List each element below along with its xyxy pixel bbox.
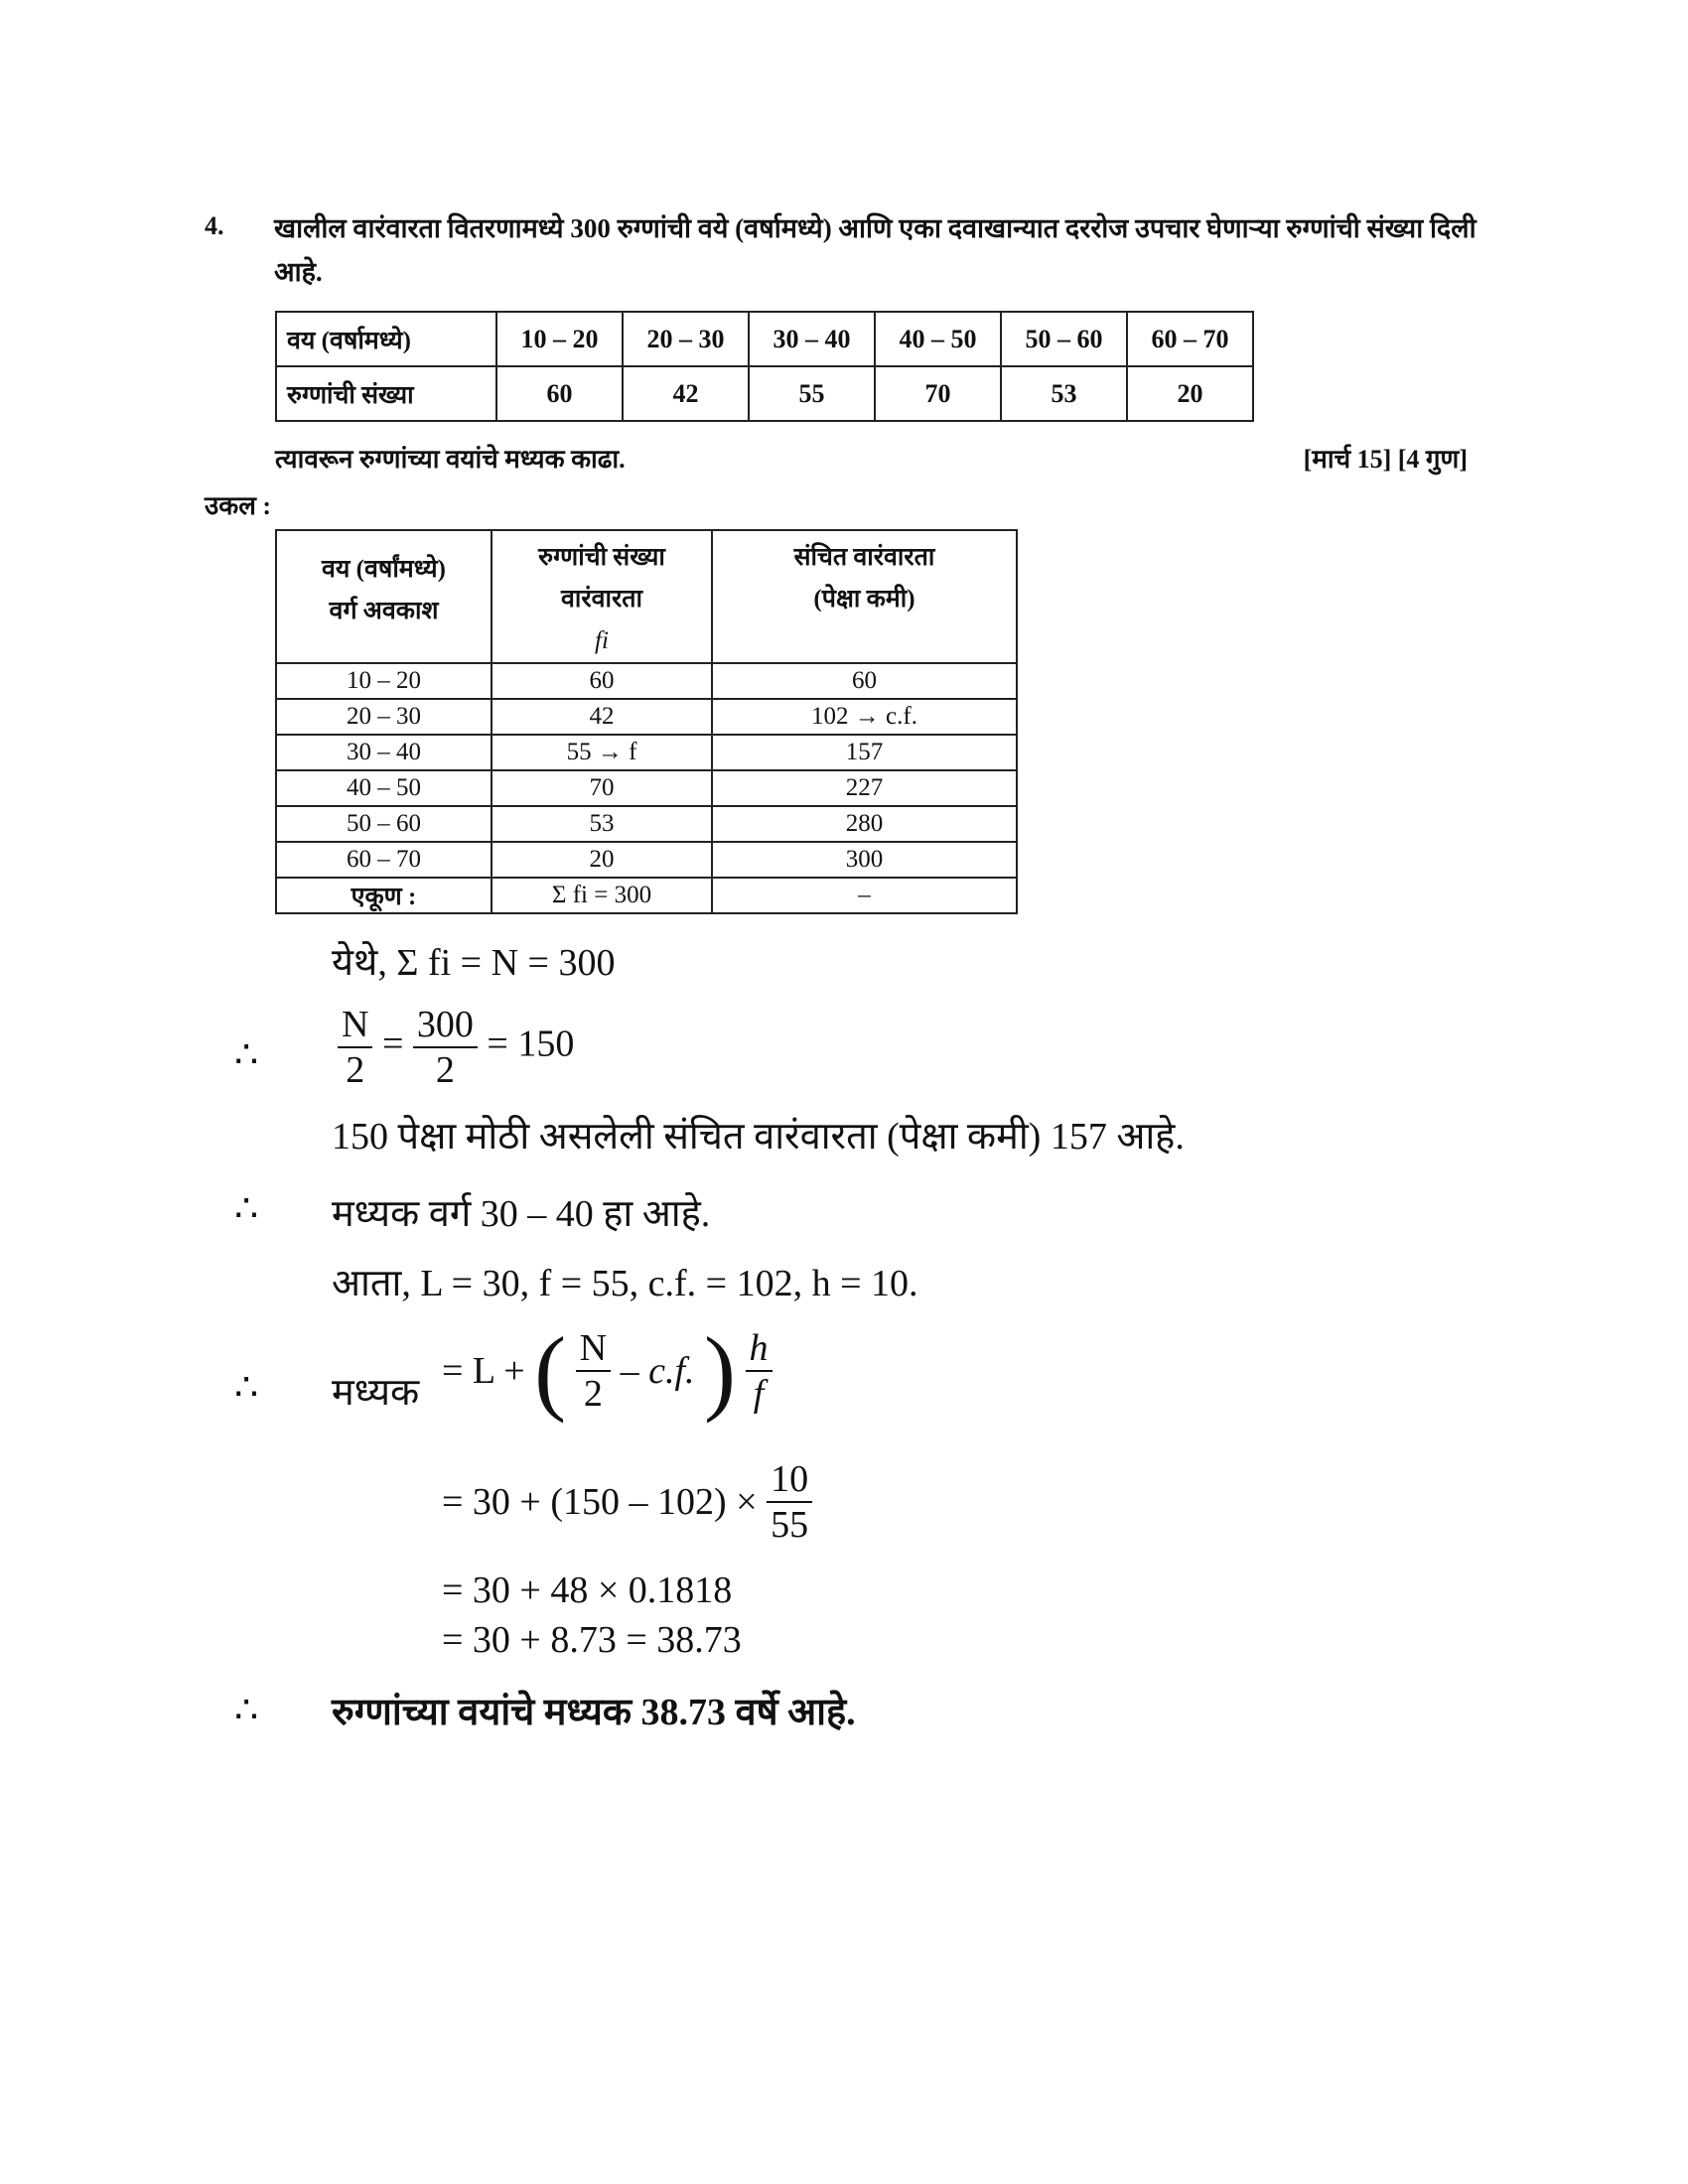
table-header-row	[276, 530, 1017, 663]
age-cell: 40 – 50	[875, 312, 1001, 366]
half-n-equation	[338, 1003, 574, 1092]
count-cell: 70	[875, 366, 1001, 421]
freq-cell: 70	[492, 770, 712, 806]
total-freq: Σ fi = 300	[492, 878, 712, 913]
minus-cf: – c.f.	[620, 1350, 695, 1392]
median-label: मध्यक	[332, 1372, 420, 1414]
numerator: N	[338, 1003, 372, 1048]
fraction-n-over-2	[338, 1003, 372, 1092]
count-cell: 53	[1001, 366, 1127, 421]
header-text: वर्ग अवकाश	[329, 598, 439, 624]
fraction-300-over-2	[413, 1003, 478, 1092]
table-row	[276, 842, 1017, 878]
solution-label: उकल :	[205, 491, 272, 520]
fraction-h-over-f	[746, 1326, 773, 1416]
cf-cell: 102 → c.f.	[712, 699, 1017, 735]
cf-cell: 280	[712, 806, 1017, 842]
given-sum: येथे, Σ fi = N = 300	[332, 942, 616, 984]
question-text: खालील वारंवारता वितरणामध्ये 300 रुग्णांची वये (वर्षामध्ये) आणि एका दवाखान्यात दररोज उपचार घेणाऱ्या रुग्णांची संख्या दिली आहे.	[274, 213, 1477, 287]
question-number: 4.	[205, 211, 224, 240]
header-text: रुग्णांची संख्या	[538, 544, 665, 571]
class-cell: 30 – 40	[276, 735, 492, 770]
therefore-symbol: ∴	[234, 1367, 259, 1409]
header-class-interval	[276, 530, 492, 663]
solution-table	[275, 529, 1018, 914]
calc-step-3: = 30 + 8.73 = 38.73	[442, 1619, 742, 1661]
class-cell: 40 – 50	[276, 770, 492, 806]
calc-step-2: = 30 + 48 × 0.1818	[442, 1570, 733, 1611]
left-paren: (	[534, 1317, 567, 1424]
cf-cell: 227	[712, 770, 1017, 806]
header-text: संचित वारंवारता	[793, 544, 935, 571]
header-frequency	[492, 530, 712, 663]
therefore-symbol: ∴	[234, 1188, 259, 1230]
cf-cell: 157	[712, 735, 1017, 770]
class-cell: 60 – 70	[276, 842, 492, 878]
therefore-symbol: ∴	[234, 1690, 259, 1731]
result: = 150	[487, 1023, 575, 1065]
freq-cell: 42	[492, 699, 712, 735]
numerator: 10	[767, 1457, 812, 1503]
total-cf: –	[712, 878, 1017, 913]
age-cell: 60 – 70	[1127, 312, 1253, 366]
right-paren: )	[704, 1317, 736, 1424]
class-cell: 50 – 60	[276, 806, 492, 842]
row-label-count: रुग्णांची संख्या	[276, 366, 496, 421]
fraction-n-over-2	[576, 1326, 611, 1416]
count-cell: 60	[496, 366, 623, 421]
freq-cell: 20	[492, 842, 712, 878]
header-text: fi	[595, 627, 609, 654]
numerator: N	[576, 1326, 611, 1372]
cumulative-statement: 150 पेक्षा मोठी असलेली संचित वारंवारता (पेक्षा कमी) 157 आहे.	[332, 1116, 1185, 1158]
conclusion: रुग्णांच्या वयांचे मध्यक 38.73 वर्षे आहे.	[332, 1692, 856, 1733]
table-row	[276, 770, 1017, 806]
therefore-symbol: ∴	[234, 1034, 259, 1076]
find-instruction: त्यावरून रुग्णांच्या वयांचे मध्यक काढा.	[275, 445, 626, 474]
formula-prefix: = L +	[442, 1350, 525, 1392]
header-cumulative	[712, 530, 1017, 663]
header-text: वारंवारता	[561, 586, 642, 613]
table-row	[276, 699, 1017, 735]
table-row-counts	[276, 366, 1253, 421]
freq-cell: 53	[492, 806, 712, 842]
row-label-age: वय (वर्षामध्ये)	[276, 312, 496, 366]
denominator: 55	[771, 1504, 809, 1546]
table-row-ages	[276, 312, 1253, 366]
numerator: h	[746, 1326, 773, 1372]
median-class-statement: मध्यक वर्ग 30 – 40 हा आहे.	[332, 1193, 711, 1235]
table-row	[276, 806, 1017, 842]
total-label: एकूण :	[276, 878, 492, 913]
table-total-row	[276, 878, 1017, 913]
class-cell: 10 – 20	[276, 663, 492, 699]
header-text: (पेक्षा कमी)	[813, 586, 915, 613]
freq-cell: 55 → f	[492, 735, 712, 770]
fraction-10-over-55	[767, 1457, 812, 1547]
denominator: 2	[346, 1049, 365, 1091]
header-text: वय (वर्षांमध्ये)	[322, 556, 446, 583]
table-row	[276, 663, 1017, 699]
cf-cell: 60	[712, 663, 1017, 699]
cf-cell: 300	[712, 842, 1017, 878]
count-cell: 42	[623, 366, 749, 421]
count-cell: 20	[1127, 366, 1253, 421]
calc-step-1	[442, 1457, 812, 1547]
count-cell: 55	[749, 366, 875, 421]
frequency-table	[275, 311, 1254, 422]
median-formula	[442, 1317, 773, 1424]
freq-cell: 60	[492, 663, 712, 699]
age-cell: 20 – 30	[623, 312, 749, 366]
age-cell: 10 – 20	[496, 312, 623, 366]
numerator: 300	[413, 1003, 478, 1048]
age-cell: 50 – 60	[1001, 312, 1127, 366]
step-text: = 30 + (150 – 102) ×	[442, 1481, 758, 1523]
equals-sign: =	[381, 1023, 404, 1065]
class-cell: 20 – 30	[276, 699, 492, 735]
denominator: 2	[583, 1373, 603, 1415]
marks-badge: [मार्च 15] [4 गुण]	[1303, 445, 1468, 474]
values-statement: आता, L = 30, f = 55, c.f. = 102, h = 10.	[332, 1263, 918, 1304]
age-cell: 30 – 40	[749, 312, 875, 366]
denominator: f	[753, 1373, 765, 1415]
denominator: 2	[435, 1049, 455, 1091]
table-row	[276, 735, 1017, 770]
